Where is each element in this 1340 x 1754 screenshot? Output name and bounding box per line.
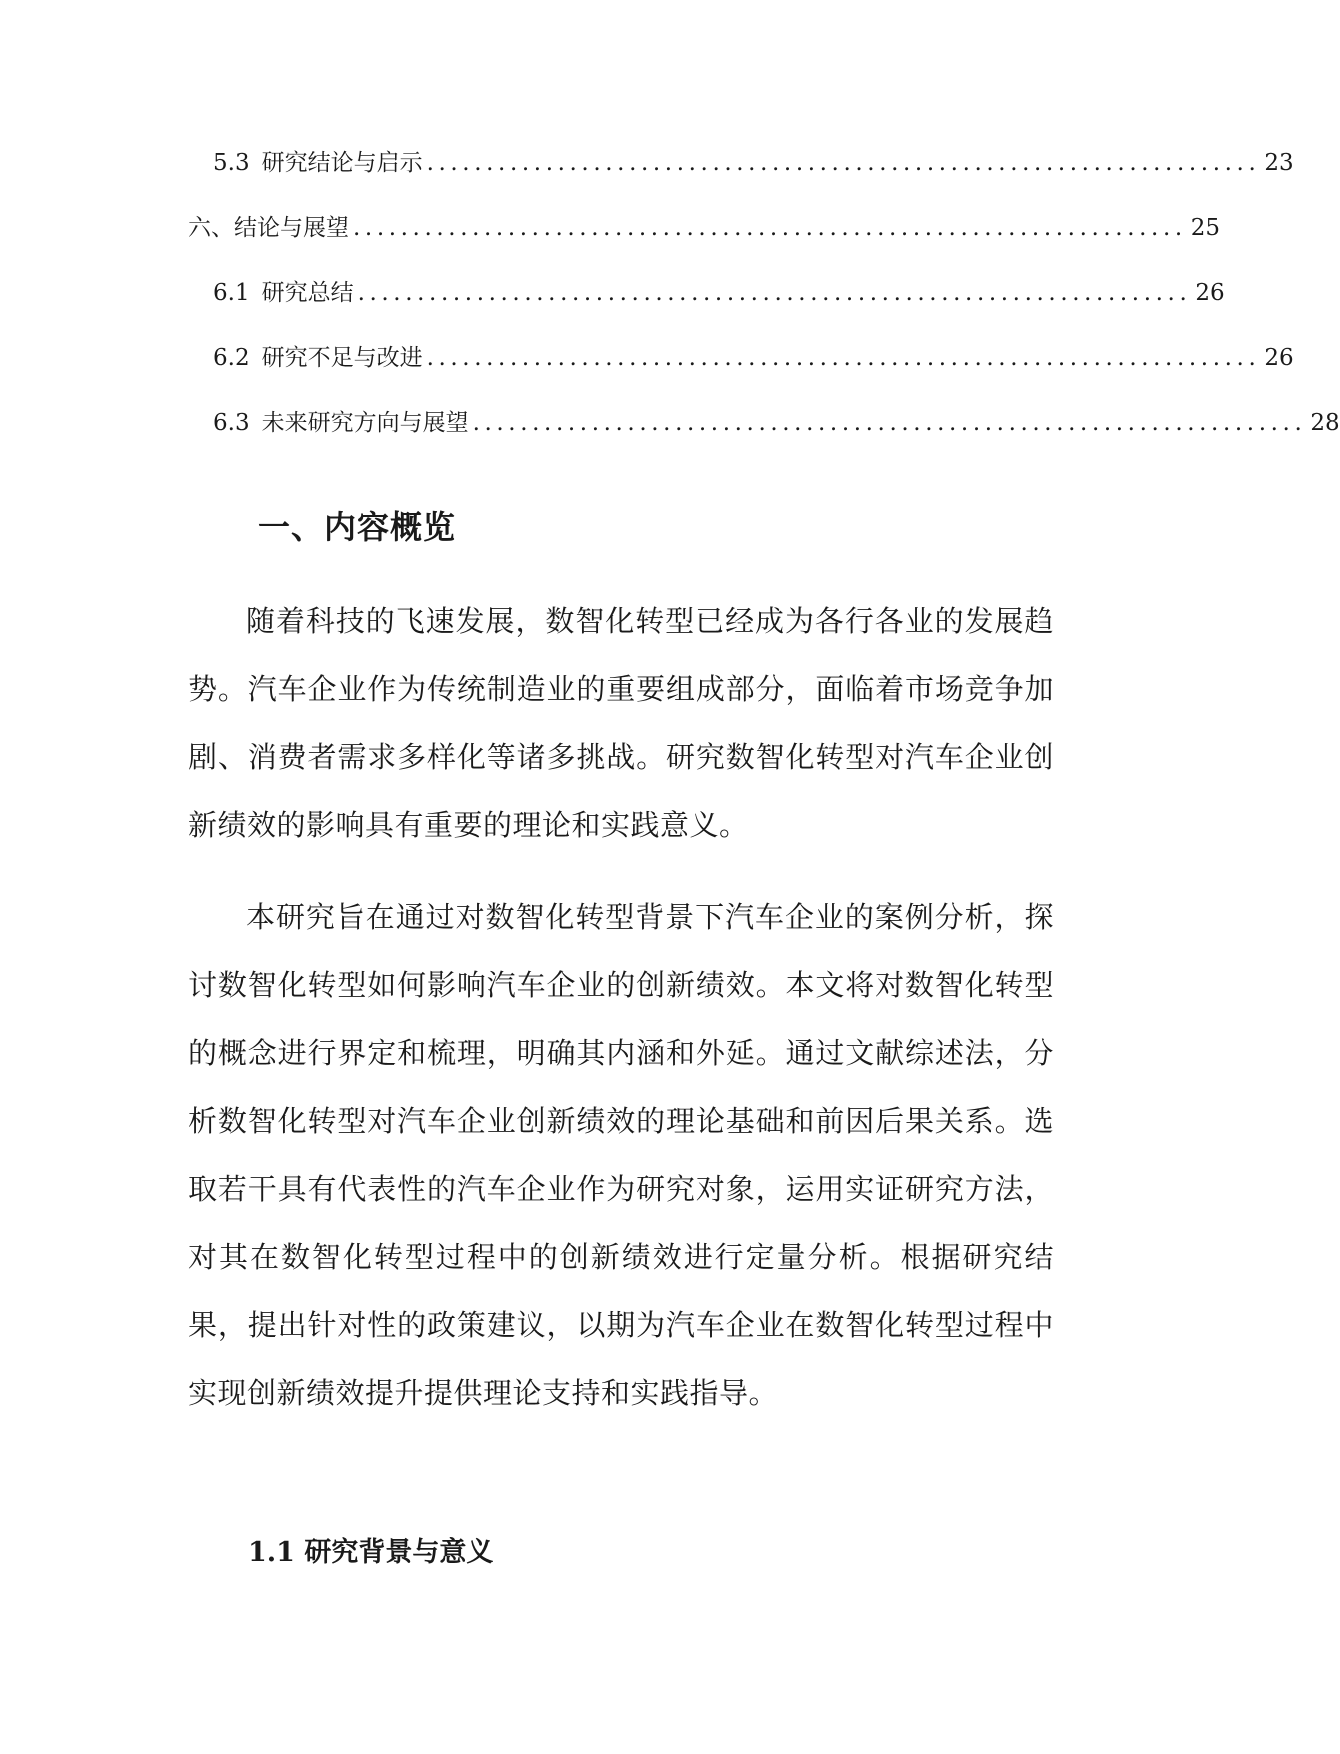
toc-entry-page: 26 <box>1195 280 1225 306</box>
toc-entry-title: 研究结论与启示 <box>261 150 423 176</box>
toc-dot-leader: ...................................................................... <box>357 280 1192 306</box>
toc-dot-leader: ...................................................................... <box>426 345 1261 371</box>
toc-entry-title: 六、结论与展望 <box>188 215 349 241</box>
body-paragraph: 随着科技的飞速发展，数智化转型已经成为各行各业的发展趋势。汽车企业作为传统制造业的重要组成部分，面临着市场竞争加剧、消费者需求多样化等诸多挑战。研究数智化转型对汽车企业创新绩效的影响具有重要的理论和实践意义。 <box>188 604 1054 842</box>
table-of-contents <box>188 148 1340 473</box>
toc-dot-leader: ...................................................................... <box>426 150 1261 176</box>
toc-entry-number: 6.1 <box>213 280 250 306</box>
toc-entry[interactable] <box>188 148 1294 213</box>
subsection-heading: 1.1 研究背景与意义 <box>248 1537 494 1568</box>
toc-entry[interactable] <box>188 343 1294 408</box>
toc-entry[interactable] <box>188 278 1225 343</box>
toc-dot-leader: ...................................................................... <box>472 410 1307 436</box>
toc-entry-title: 研究总结 <box>261 280 354 306</box>
toc-entry-page: 25 <box>1190 215 1221 241</box>
toc-entry-title: 未来研究方向与展望 <box>261 410 469 436</box>
toc-entry-page: 26 <box>1264 345 1294 371</box>
toc-entry-page: 23 <box>1264 150 1294 176</box>
toc-entry-number: 5.3 <box>213 150 250 176</box>
toc-entry[interactable] <box>188 213 1221 278</box>
toc-dot-leader: ...................................................................... <box>353 215 1187 241</box>
toc-entry-number: 6.2 <box>213 345 250 371</box>
section-heading: 一、内容概览 <box>258 508 457 546</box>
toc-entry[interactable] <box>188 408 1340 473</box>
toc-entry-page: 28 <box>1310 410 1340 436</box>
toc-entry-number: 6.3 <box>213 410 250 436</box>
body-paragraph: 本研究旨在通过对数智化转型背景下汽车企业的案例分析，探讨数智化转型如何影响汽车企业的创新绩效。本文将对数智化转型的概念进行界定和梳理，明确其内涵和外延。通过文献综述法，分析数智化转型对汽车企业创新绩效的理论基础和前因后果关系。选取若干具有代表性的汽车企业作为研究对象，运用实证研究方法，对其在数智化转型过程中的创新绩效进行定量分析。根据研究结果，提出针对性的政策建议，以期为汽车企业在数智化转型过程中实现创新绩效提升提供理论支持和实践指导。 <box>188 900 1054 1410</box>
toc-entry-title: 研究不足与改进 <box>261 345 423 371</box>
